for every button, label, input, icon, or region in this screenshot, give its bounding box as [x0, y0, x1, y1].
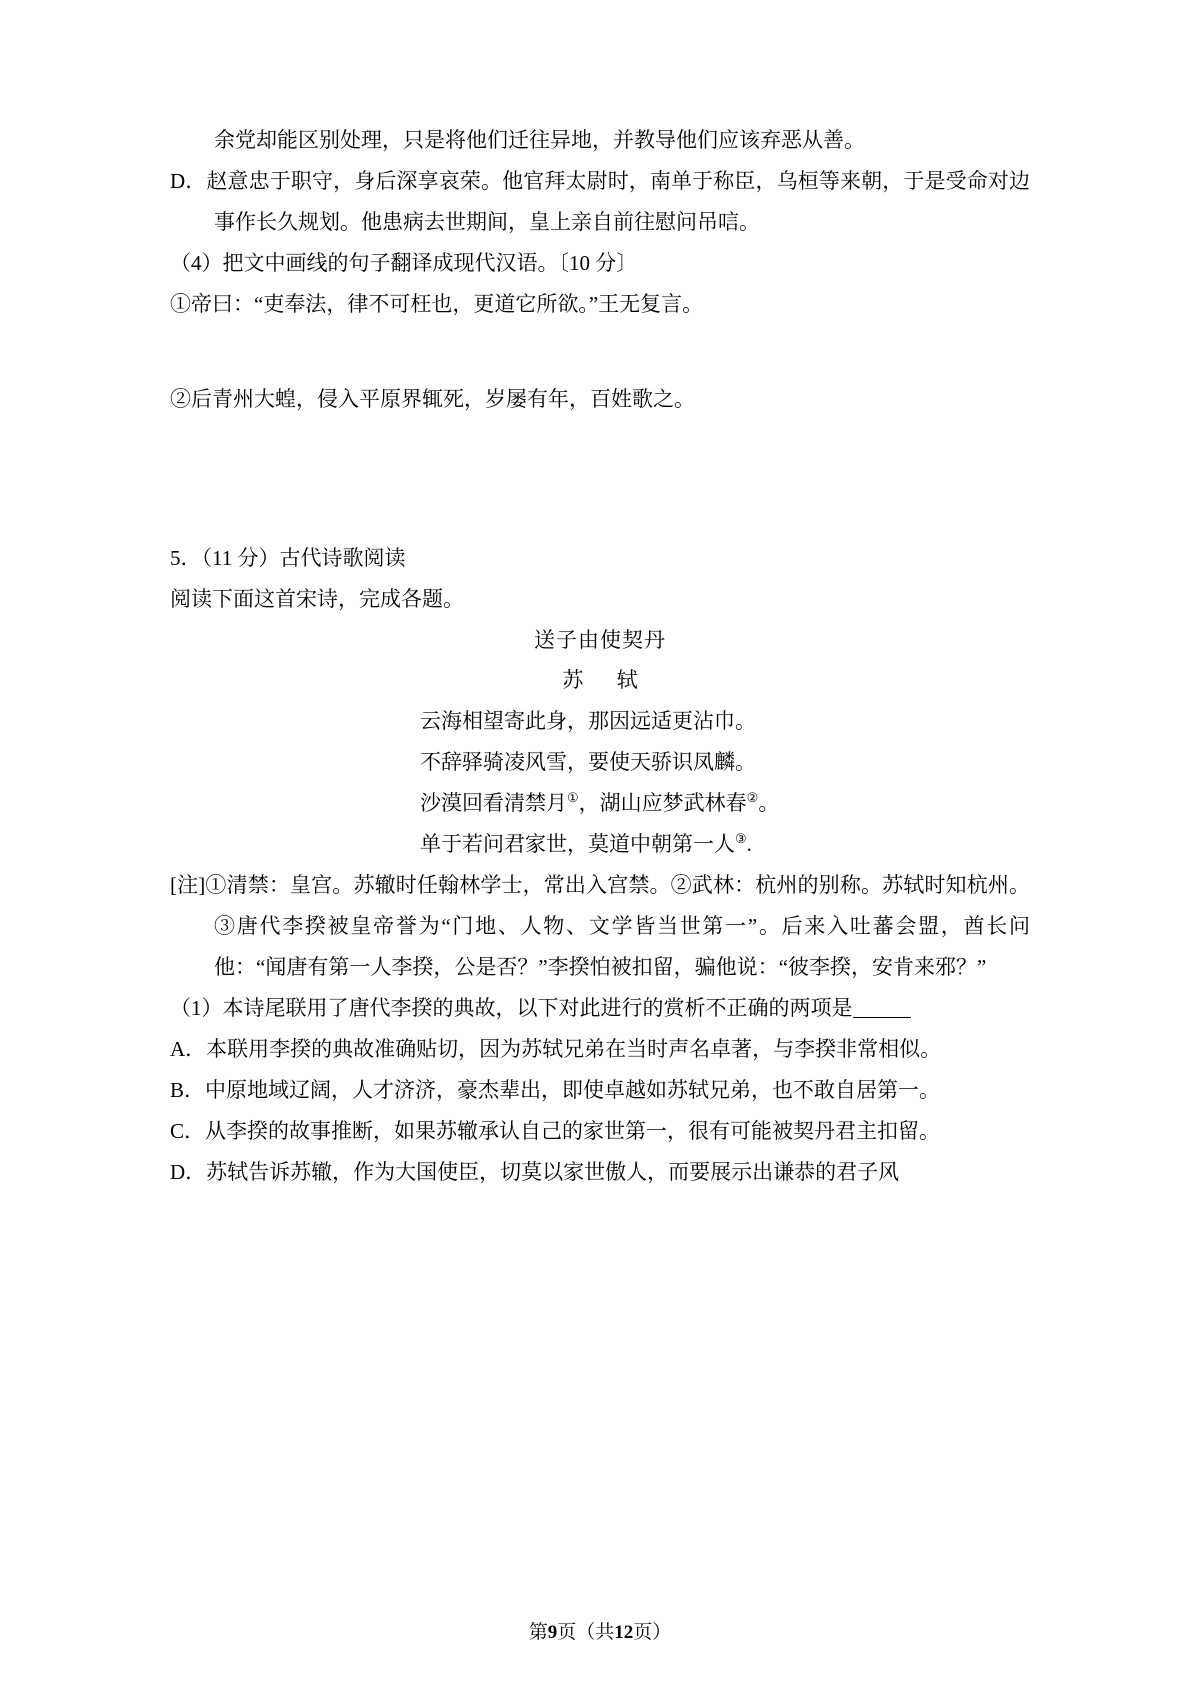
answer-blank[interactable]	[853, 1017, 911, 1018]
answer-space-1	[170, 325, 1030, 379]
answer-space-2	[170, 420, 1030, 512]
option-a: A．本联用李揆的典故准确贴切，因为苏轼兄弟在当时声名卓著，与李揆非常相似。	[170, 1036, 942, 1061]
footer-prefix: 第	[528, 1622, 548, 1643]
poem-line: 不辞驿骑凌风雪，要使天骄识凤麟。	[420, 750, 756, 775]
note-marker-1: ①	[567, 790, 579, 806]
question-5-sub-1-prompt	[170, 988, 1030, 1029]
page-footer	[0, 1617, 1200, 1644]
option-d: D．苏轼告诉苏辙，作为大国使臣，切莫以家世傲人，而要展示出谦恭的君子风	[170, 1159, 900, 1184]
poem-author: 苏 轼	[562, 668, 652, 693]
continuation-text: 余党却能区别处理，只是将他们迁往异地，并教导他们应该弃恶从善。	[214, 128, 865, 152]
poem-line: 云海相望寄此身，那因远适更沾巾。	[420, 709, 756, 734]
option-c: C．从李揆的故事推断，如果苏辙承认自己的家世第一，很有可能被契丹君主扣留。	[170, 1118, 941, 1143]
footer-page-number: 9	[547, 1622, 558, 1643]
poem-line: 沙漠回看清禁月①，湖山应梦武林春②。	[420, 790, 780, 816]
footer-suffix: 页）	[633, 1622, 672, 1643]
question-4-item-2: ②后青州大蝗，侵入平原界辄死，岁屡有年，百姓歌之。	[170, 386, 695, 411]
note-marker-2: ②	[746, 790, 759, 806]
footer-total-pages: 12	[614, 1622, 634, 1643]
page-content	[170, 120, 1030, 1193]
question-4-item-1: ①帝曰：“吏奉法，律不可枉也，更道它所欲。”王无复言。	[170, 291, 704, 316]
question-5-instruction: 阅读下面这首宋诗，完成各题。	[170, 586, 464, 611]
question-5-heading: 5．（11 分）古代诗歌阅读	[170, 545, 406, 570]
poem-line: 单于若问君家世，莫道中朝第一人③.	[420, 831, 752, 857]
poem-annotation: [注]①清禁：皇宫。苏辙时任翰林学士，常出入宫禁。②武林：杭州的别称。苏轼时知杭州。③唐代李揆被皇帝誉为“门地、人物、文学皆当世第一”。后来入吐蕃会盟，酋长问他：“闻唐有第一人李揆，公是否？”李揆怕被扣留，骗他说：“彼李揆，安肯来邪？”	[170, 873, 1030, 979]
section-gap	[170, 512, 1030, 538]
note-marker-3: ③	[735, 831, 747, 847]
poem-title: 送子由使契丹	[534, 627, 666, 652]
footer-middle: 页（共	[557, 1622, 615, 1643]
option-d-previous-question: D．赵意忠于职守，身后深享哀荣。他官拜太尉时，南单于称臣，乌桓等来朝，于是受命对边事作长久规划。他患病去世期间，皇上亲自前往慰问吊唁。	[170, 168, 1030, 234]
option-b: B．中原地域辽阔，人才济济，豪杰辈出，即使卓越如苏轼兄弟，也不敢自居第一。	[170, 1077, 941, 1102]
question-4-prompt: （4）把文中画线的句子翻译成现代汉语。〔10 分〕	[170, 250, 638, 275]
sub-question-text: （1）本诗尾联用了唐代李揆的典故，以下对此进行的赏析不正确的两项是	[170, 995, 853, 1020]
